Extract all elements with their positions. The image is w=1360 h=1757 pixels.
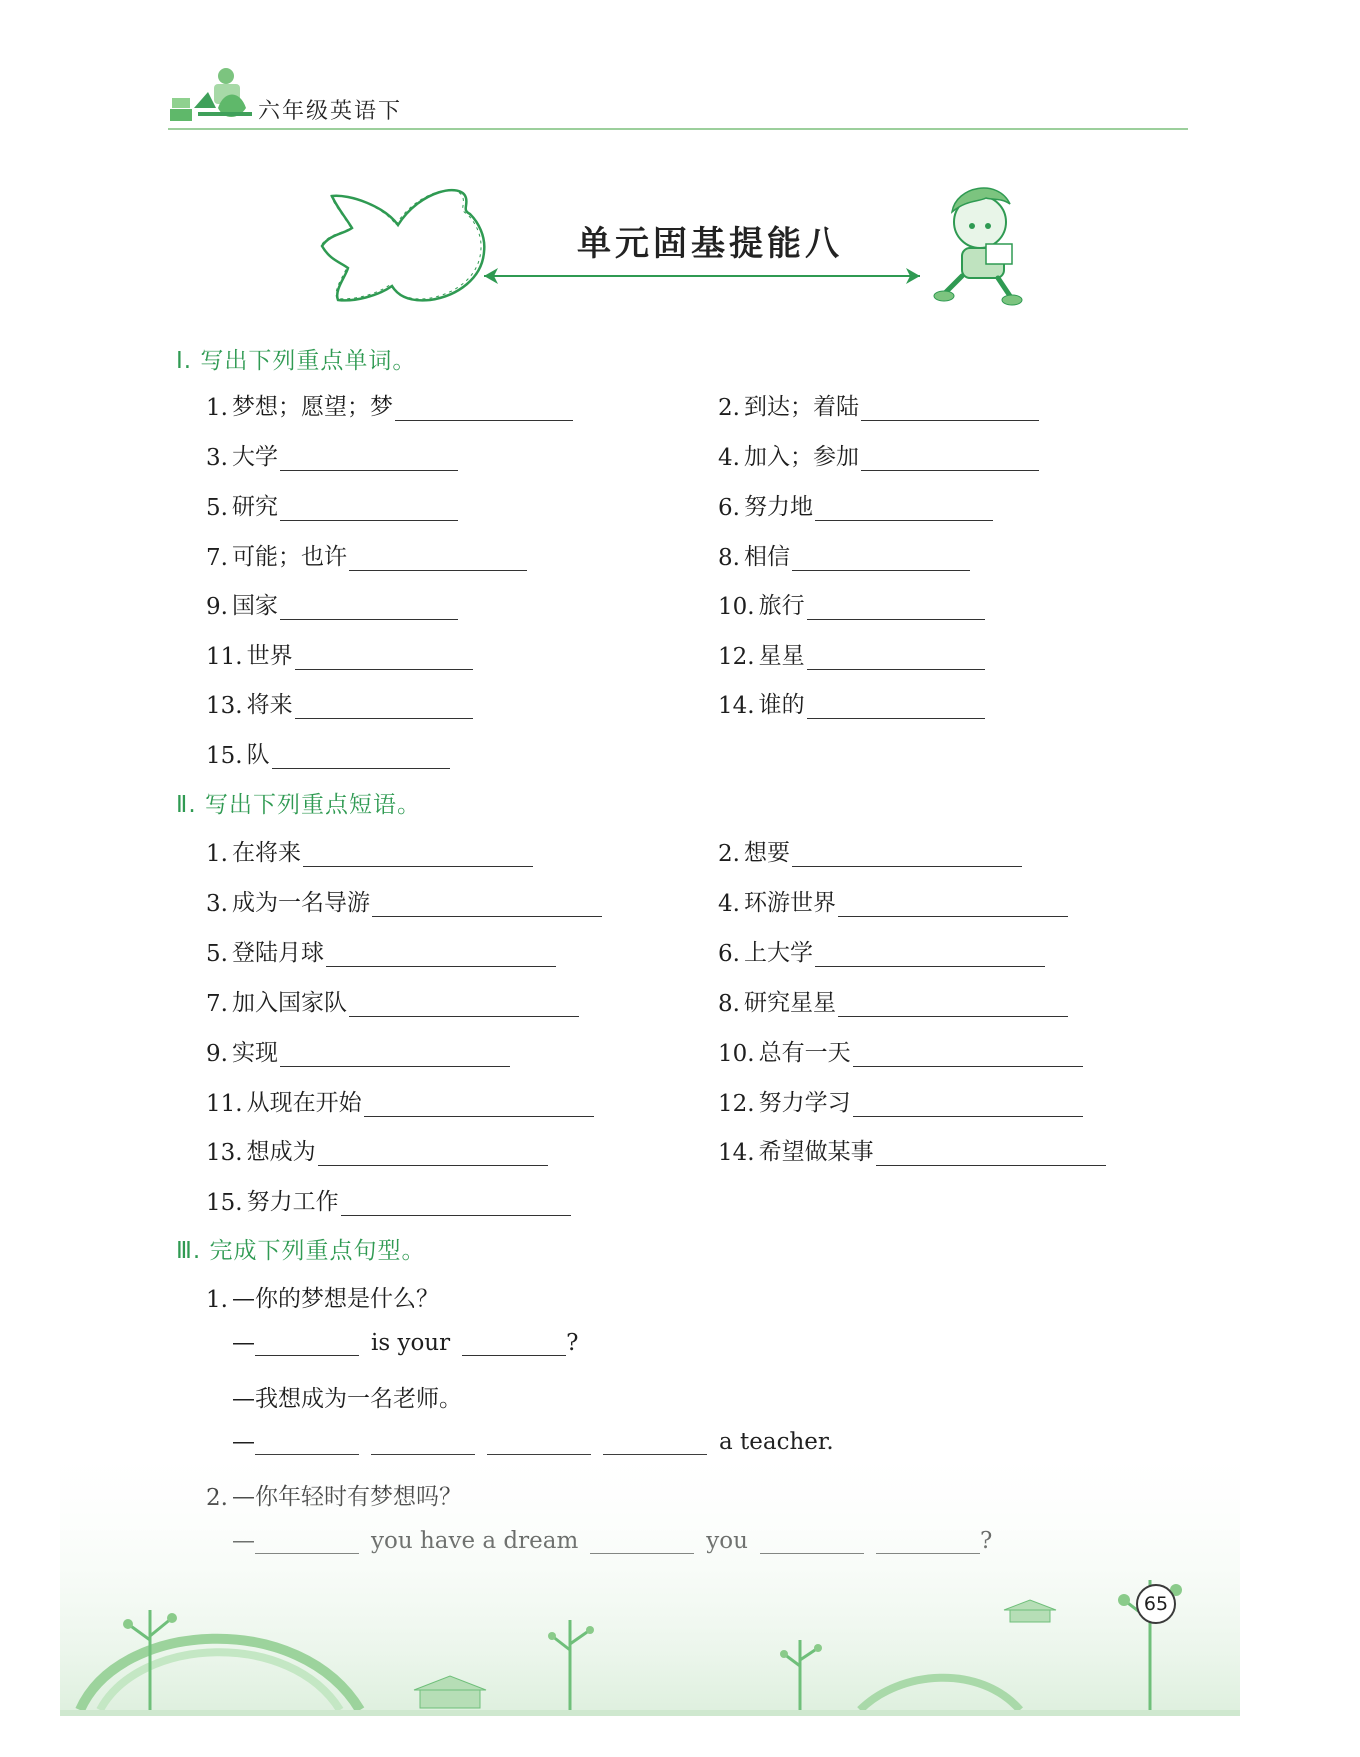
answer-blank[interactable] bbox=[807, 649, 985, 670]
phrase-item: 2. 想要 bbox=[718, 834, 1022, 867]
answer-blank[interactable] bbox=[861, 450, 1039, 471]
answer-blank[interactable] bbox=[807, 698, 985, 719]
word-item: 1. 梦想；愿望；梦 bbox=[206, 388, 573, 421]
answer-blank[interactable] bbox=[280, 599, 458, 620]
phrase-item: 13. 想成为 bbox=[206, 1133, 548, 1166]
word-item: 14. 谁的 bbox=[718, 686, 985, 719]
phrase-item: 14. 希望做某事 bbox=[718, 1133, 1106, 1166]
sentence-answer-line: — is your ? bbox=[232, 1330, 579, 1356]
answer-blank[interactable] bbox=[272, 748, 450, 769]
answer-blank[interactable] bbox=[349, 996, 579, 1017]
answer-blank[interactable] bbox=[861, 400, 1039, 421]
word-item: 11. 世界 bbox=[206, 637, 473, 670]
fish-outline-icon bbox=[321, 190, 484, 300]
answer-blank[interactable] bbox=[318, 1145, 548, 1166]
sentence-prompt: —我想成为一名老师。 bbox=[232, 1386, 462, 1412]
answer-blank[interactable] bbox=[303, 846, 533, 867]
answer-blank[interactable] bbox=[295, 649, 473, 670]
answer-blank[interactable] bbox=[395, 400, 573, 421]
book-logo-icon bbox=[168, 64, 258, 126]
answer-blank[interactable] bbox=[807, 599, 985, 620]
page-number: 65 bbox=[1136, 1584, 1176, 1624]
phrase-item: 3. 成为一名导游 bbox=[206, 884, 602, 917]
word-item: 3. 大学 bbox=[206, 438, 458, 471]
title-banner bbox=[0, 0, 1360, 320]
answer-blank[interactable] bbox=[792, 550, 970, 571]
phrase-item: 9. 实现 bbox=[206, 1034, 510, 1067]
answer-blank[interactable] bbox=[853, 1096, 1083, 1117]
word-item: 9. 国家 bbox=[206, 587, 458, 620]
answer-blank[interactable] bbox=[815, 946, 1045, 967]
answer-blank[interactable] bbox=[295, 698, 473, 719]
phrase-item: 10. 总有一天 bbox=[718, 1034, 1083, 1067]
header-divider bbox=[168, 128, 1188, 130]
word-item: 7. 可能；也许 bbox=[206, 538, 527, 571]
answer-blank[interactable] bbox=[280, 450, 458, 471]
phrase-item: 5. 登陆月球 bbox=[206, 934, 556, 967]
answer-blank[interactable] bbox=[838, 896, 1068, 917]
section-1-heading: Ⅰ. 写出下列重点单词。 bbox=[176, 348, 417, 374]
sentence-prompt: 1. —你的梦想是什么？ bbox=[206, 1286, 439, 1313]
phrase-item: 6. 上大学 bbox=[718, 934, 1045, 967]
word-item: 4. 加入；参加 bbox=[718, 438, 1039, 471]
answer-blank[interactable] bbox=[326, 946, 556, 967]
answer-blank[interactable] bbox=[372, 896, 602, 917]
word-item: 5. 研究 bbox=[206, 488, 458, 521]
word-item: 6. 努力地 bbox=[718, 488, 993, 521]
word-item: 2. 到达；着陆 bbox=[718, 388, 1039, 421]
phrase-item: 8. 研究星星 bbox=[718, 984, 1068, 1017]
answer-blank[interactable] bbox=[462, 1335, 566, 1356]
phrase-item: 15. 努力工作 bbox=[206, 1183, 571, 1216]
phrase-item: 4. 环游世界 bbox=[718, 884, 1068, 917]
answer-blank[interactable] bbox=[255, 1335, 359, 1356]
word-item: 10. 旅行 bbox=[718, 587, 985, 620]
answer-blank[interactable] bbox=[280, 500, 458, 521]
word-item: 15. 队 bbox=[206, 736, 450, 769]
answer-blank[interactable] bbox=[280, 1046, 510, 1067]
phrase-item: 11. 从现在开始 bbox=[206, 1084, 594, 1117]
section-2-heading: Ⅱ. 写出下列重点短语。 bbox=[176, 792, 421, 818]
reading-boy-icon bbox=[934, 188, 1022, 305]
phrase-item: 12. 努力学习 bbox=[718, 1084, 1083, 1117]
section-3-heading: Ⅲ. 完成下列重点句型。 bbox=[176, 1238, 426, 1264]
answer-blank[interactable] bbox=[341, 1195, 571, 1216]
phrase-item: 1. 在将来 bbox=[206, 834, 533, 867]
answer-blank[interactable] bbox=[792, 846, 1022, 867]
phrase-item: 7. 加入国家队 bbox=[206, 984, 579, 1017]
answer-blank[interactable] bbox=[815, 500, 993, 521]
word-item: 13. 将来 bbox=[206, 686, 473, 719]
answer-blank[interactable] bbox=[364, 1096, 594, 1117]
word-item: 8. 相信 bbox=[718, 538, 970, 571]
title-underline-arrow bbox=[484, 268, 920, 284]
page-header bbox=[168, 64, 1188, 130]
answer-blank[interactable] bbox=[838, 996, 1068, 1017]
word-item: 12. 星星 bbox=[718, 637, 985, 670]
header-title: 六年级英语下 bbox=[258, 99, 403, 124]
answer-blank[interactable] bbox=[349, 550, 527, 571]
answer-blank[interactable] bbox=[876, 1145, 1106, 1166]
unit-title: 单元固基提能八 bbox=[577, 224, 843, 264]
answer-blank[interactable] bbox=[853, 1046, 1083, 1067]
